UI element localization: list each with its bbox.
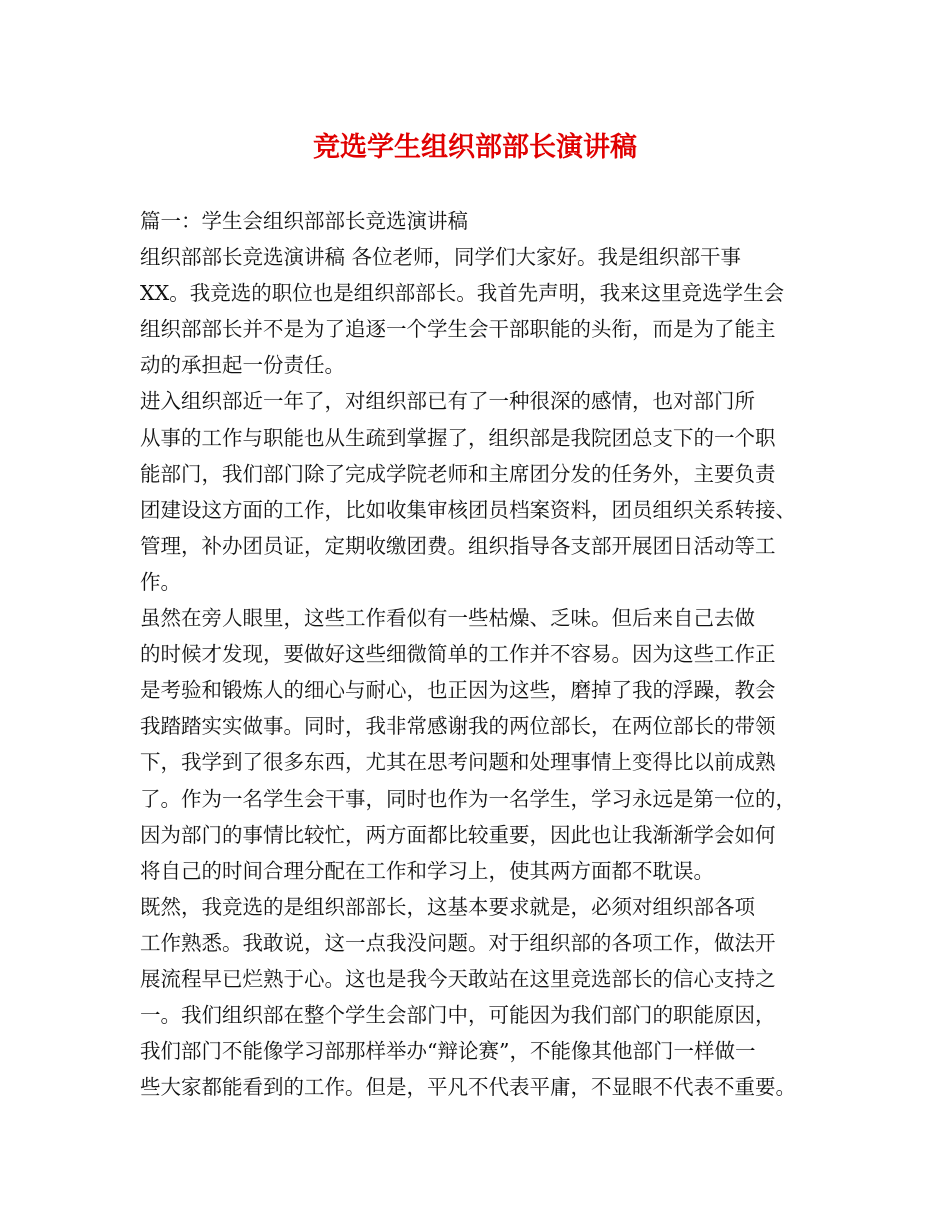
text-line: 虽然在旁人眼里，这些工作看似有一些枯燥、乏味。但后来自己去做 bbox=[140, 606, 755, 631]
text-line: 组织部部长竞选演讲稿 各位老师，同学们大家好。我是组织部干事 bbox=[140, 245, 742, 270]
text-line: 一。我们组织部在整个学生会部门中，可能因为我们部门的职能原因， bbox=[140, 1003, 776, 1028]
text-line: 动的承担起一份责任。 bbox=[140, 353, 345, 378]
text-line: 能部门，我们部门除了完成学院老师和主席团分发的任务外，主要负责 bbox=[140, 461, 776, 486]
text-line: 了。作为一名学生会干事，同时也作为一名学生，学习永远是第一位的， bbox=[140, 786, 796, 811]
text-line: 我踏踏实实做事。同时，我非常感谢我的两位部长，在两位部长的带领 bbox=[140, 714, 776, 739]
text-line: 些大家都能看到的工作。但是，平凡不代表平庸，不显眼不代表不重要。 bbox=[140, 1075, 796, 1100]
text-line: 篇一：学生会组织部部长竞选演讲稿 bbox=[140, 209, 468, 233]
text-line: 我们部门不能像学习部那样举办“辩论赛”，不能像其他部门一样做一 bbox=[140, 1039, 756, 1064]
text-line: 下，我学到了很多东西，尤其在思考问题和处理事情上变得比以前成熟 bbox=[140, 750, 776, 775]
text-line: 进入组织部近一年了，对组织部已有了一种很深的感情，也对部门所 bbox=[140, 389, 755, 414]
text-line: 既然，我竞选的是组织部部长，这基本要求就是，必须对组织部各项 bbox=[140, 894, 755, 919]
text-line: 团建设这方面的工作，比如收集审核团员档案资料，团员组织关系转接、 bbox=[140, 497, 796, 522]
text-line: 从事的工作与职能也从生疏到掌握了，组织部是我院团总支下的一个职 bbox=[140, 425, 776, 450]
text-line: 管理，补办团员证，定期收缴团费。组织指导各支部开展团日活动等工 bbox=[140, 533, 776, 558]
text-line: 因为部门的事情比较忙，两方面都比较重要，因此也让我渐渐学会如何 bbox=[140, 822, 776, 847]
text-line: 的时候才发现，要做好这些细微简单的工作并不容易。因为这些工作正 bbox=[140, 642, 776, 667]
text-line: 是考验和锻炼人的细心与耐心，也正因为这些，磨掉了我的浮躁，教会 bbox=[140, 678, 776, 703]
document-title: 竞选学生组织部部长演讲稿 bbox=[313, 132, 637, 163]
text-line: 作。 bbox=[140, 569, 181, 594]
text-line: 工作熟悉。我敢说，这一点我没问题。对于组织部的各项工作，做法开 bbox=[140, 930, 776, 955]
text-line: 展流程早已烂熟于心。这也是我今天敢站在这里竞选部长的信心支持之 bbox=[140, 966, 776, 991]
text-line: XX。我竞选的职位也是组织部部长。我首先声明，我来这里竞选学生会 bbox=[140, 281, 785, 306]
text-line: 将自己的时间合理分配在工作和学习上，使其两方面都不耽误。 bbox=[140, 858, 714, 883]
text-line: 组织部部长并不是为了追逐一个学生会干部职能的头衔，而是为了能主 bbox=[140, 317, 776, 342]
document-body bbox=[140, 203, 830, 1105]
